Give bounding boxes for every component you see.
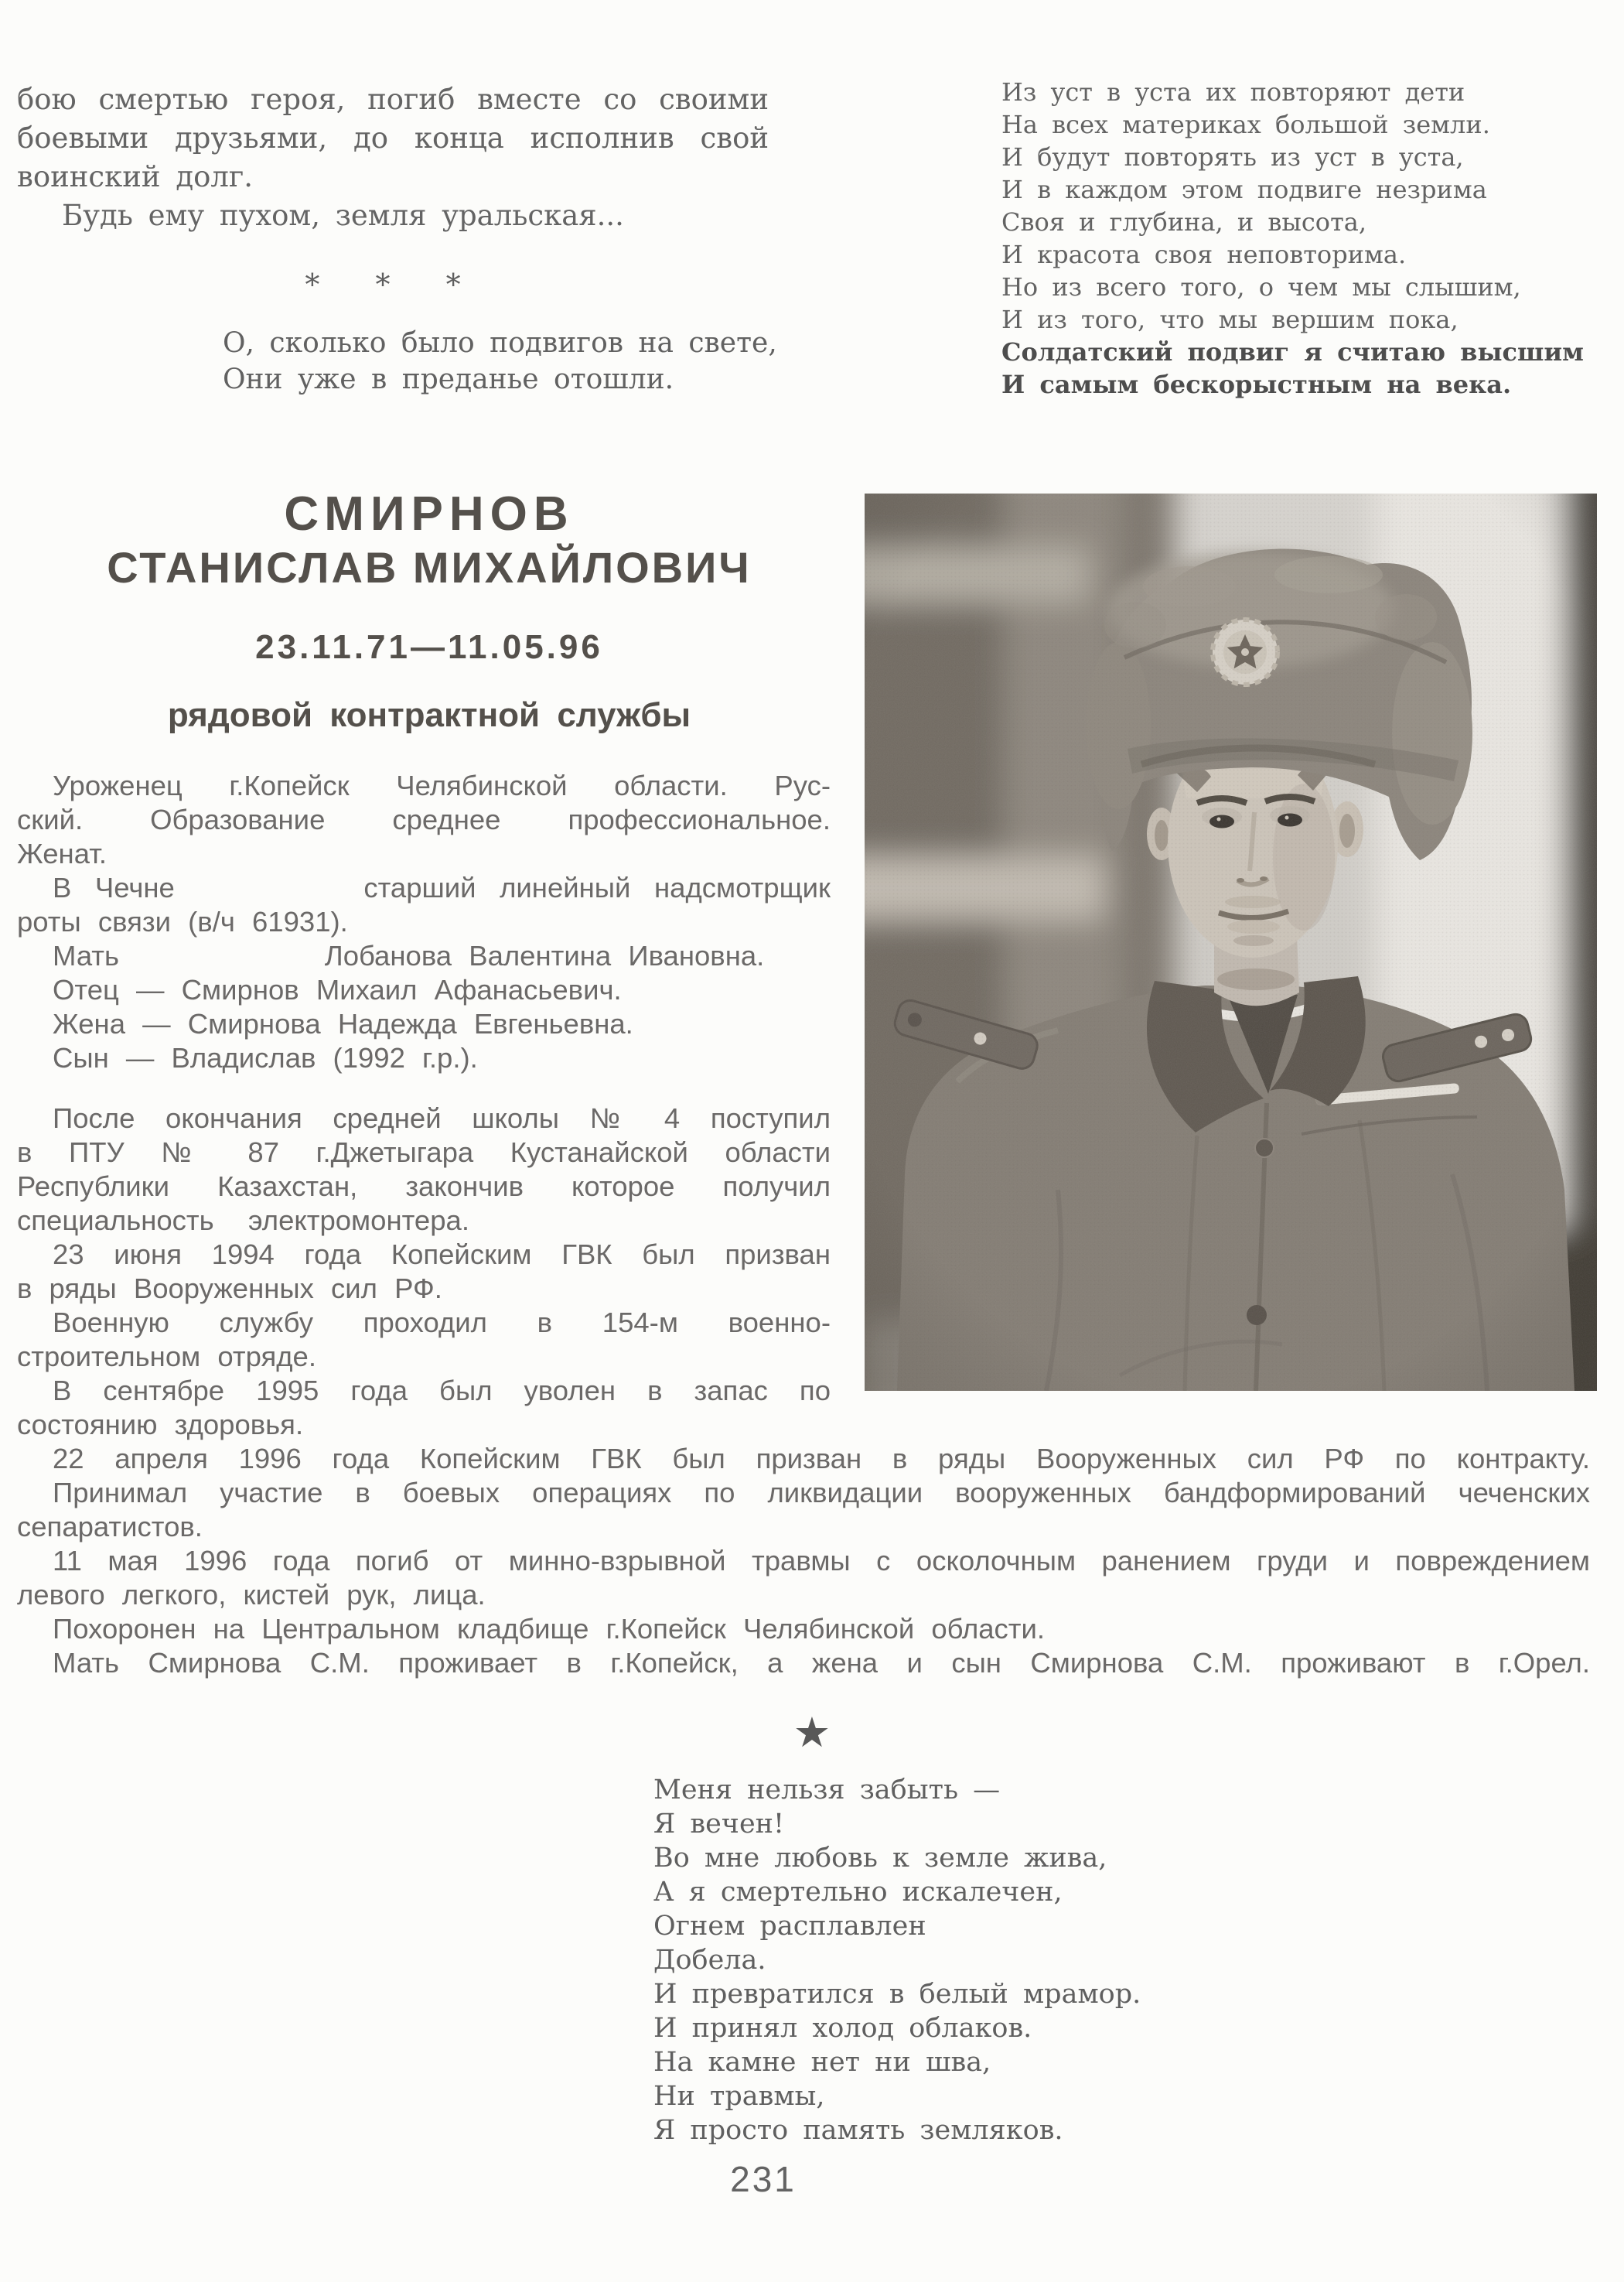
bio-line: Уроженец г.Копейск Челябинской области. Рус- bbox=[53, 770, 831, 801]
bio-line: ский. Образование среднее профессиональное. bbox=[17, 804, 831, 835]
bio-line: в ряды Вооруженных сил РФ. bbox=[17, 1273, 442, 1304]
epigraph-couplet bbox=[223, 325, 780, 398]
bio-line: строительном отряде. bbox=[17, 1341, 316, 1372]
poem-line: На всех материках большой земли. bbox=[1001, 110, 1490, 139]
vignette-overlay bbox=[865, 494, 1597, 1391]
bio-line: В сентябре 1995 года был уволен в запас по bbox=[53, 1375, 831, 1406]
bio-line: роты связи (в/ч 61931). bbox=[17, 906, 348, 938]
continuation-line: воинский долг. bbox=[17, 160, 254, 193]
poem-line: И из того, что мы вершим пока, bbox=[1001, 305, 1459, 334]
bio-line: 11 мая 1996 года погиб от минно-взрывной травмы с осколочным ранением груди и повреждением bbox=[53, 1545, 1590, 1577]
biography-full-width bbox=[17, 1442, 1590, 1680]
memorial-entry-header bbox=[17, 487, 841, 735]
poem-line: Я вечен! bbox=[653, 1809, 785, 1840]
bio-line: Сын — Владислав (1992 г.р.). bbox=[53, 1042, 478, 1074]
bio-line: Женат. bbox=[17, 838, 107, 869]
bio-line: специальность электромонтера. bbox=[17, 1204, 469, 1236]
star-divider: ★ bbox=[793, 1710, 831, 1756]
poem-line: Из уст в уста их повторяют дети bbox=[1001, 77, 1465, 107]
soldier-portrait-illustration bbox=[865, 494, 1597, 1391]
surname-title: СМИРНОВ bbox=[284, 487, 575, 541]
poem-line: И превратился в белый мрамор. bbox=[653, 1979, 1141, 2010]
continuation-line: боевыми друзьями, до конца исполнив свой bbox=[17, 121, 769, 155]
poem-line: И будут повторять из уст в уста, bbox=[1001, 142, 1464, 172]
continuation-line: Будь ему пухом, земля уральская... bbox=[62, 199, 624, 232]
poem-line: Своя и глубина, и высота, bbox=[1001, 207, 1367, 237]
poem-line: Ни травмы, bbox=[653, 2081, 825, 2112]
poem-line: Во мне любовь к земле жива, bbox=[653, 1843, 1107, 1874]
soldier-portrait-photo bbox=[865, 494, 1597, 1391]
bio-line: состоянию здоровья. bbox=[17, 1409, 304, 1440]
poem-line: И принял холод облаков. bbox=[653, 2013, 1032, 2044]
bio-line: Мать Лобанова Валентина Ивановна. bbox=[53, 940, 765, 972]
bio-line: В Чечне старший линейный надсмотрщик bbox=[53, 872, 831, 904]
name-patronymic-title: СТАНИСЛАВ МИХАЙЛОВИЧ bbox=[107, 543, 752, 592]
military-rank: рядовой контрактной службы bbox=[167, 696, 691, 734]
bottom-poem bbox=[653, 1773, 1349, 2147]
bio-line: Республики Казахстан, закончив которое получил bbox=[17, 1170, 831, 1202]
poem-line: Меня нельзя забыть — bbox=[653, 1775, 1001, 1805]
bio-line: Жена — Смирнова Надежда Евгеньевна. bbox=[53, 1008, 633, 1040]
couplet-line: Они уже в преданье отошли. bbox=[223, 364, 674, 395]
couplet-line: О, сколько было подвигов на свете, bbox=[223, 327, 777, 359]
poem-line: И самым бескорыстным на века. bbox=[1001, 370, 1512, 399]
poem-line: Добела. bbox=[653, 1945, 766, 1976]
bio-line: Отец — Смирнов Михаил Афанасьевич. bbox=[53, 974, 622, 1006]
poem-line: На камне нет ни шва, bbox=[653, 2047, 991, 2078]
bio-line: Мать Смирнова С.М. проживает в г.Копейск, а жена и сын Смирнова С.М. проживают в г.Орел. bbox=[53, 1647, 1590, 1679]
poem-line: И красота своя неповторима. bbox=[1001, 240, 1407, 269]
poem-line: Солдатский подвиг я считаю высшим bbox=[1001, 337, 1584, 367]
bio-line: Принимал участие в боевых операциях по ликвидации вооруженных бандформирований чеченских bbox=[53, 1477, 1590, 1508]
bio-line: в ПТУ № 87 г.Джетыгара Кустанайской области bbox=[17, 1136, 831, 1168]
continuation-line: бою смертью героя, погиб вместе со своими bbox=[17, 83, 769, 116]
bio-line: 23 июня 1994 года Копейским ГВК был призван bbox=[53, 1238, 831, 1270]
page-number: 231 bbox=[730, 2159, 797, 2199]
continuation-paragraph bbox=[17, 80, 769, 235]
life-dates: 23.11.71—11.05.96 bbox=[255, 628, 603, 666]
asterisk-divider: * * * bbox=[305, 268, 481, 302]
poem-line: А я смертельно искалечен, bbox=[653, 1877, 1063, 1908]
right-column-poem bbox=[1001, 76, 1612, 401]
bio-line: левого легкого, кистей рук, лица. bbox=[17, 1579, 486, 1611]
poem-line: Но из всего того, о чем мы слышим, bbox=[1001, 272, 1521, 302]
bio-line: сепаратистов. bbox=[17, 1511, 203, 1542]
poem-line: И в каждом этом подвиге незрима bbox=[1001, 175, 1487, 204]
bio-line: Похоронен на Центральном кладбище г.Копейск Челябинской области. bbox=[53, 1613, 1046, 1645]
bio-line: Военную службу проходил в 154-м военно- bbox=[53, 1307, 831, 1338]
bio-line: 22 апреля 1996 года Копейским ГВК был призван в ряды Вооруженных сил РФ по контракту. bbox=[53, 1443, 1590, 1474]
bio-line: После окончания средней школы № 4 поступил bbox=[53, 1102, 831, 1134]
poem-line: Огнем расплавлен bbox=[653, 1911, 926, 1942]
biography-left-column bbox=[17, 769, 831, 1442]
poem-line: Я просто память земляков. bbox=[653, 2115, 1063, 2146]
